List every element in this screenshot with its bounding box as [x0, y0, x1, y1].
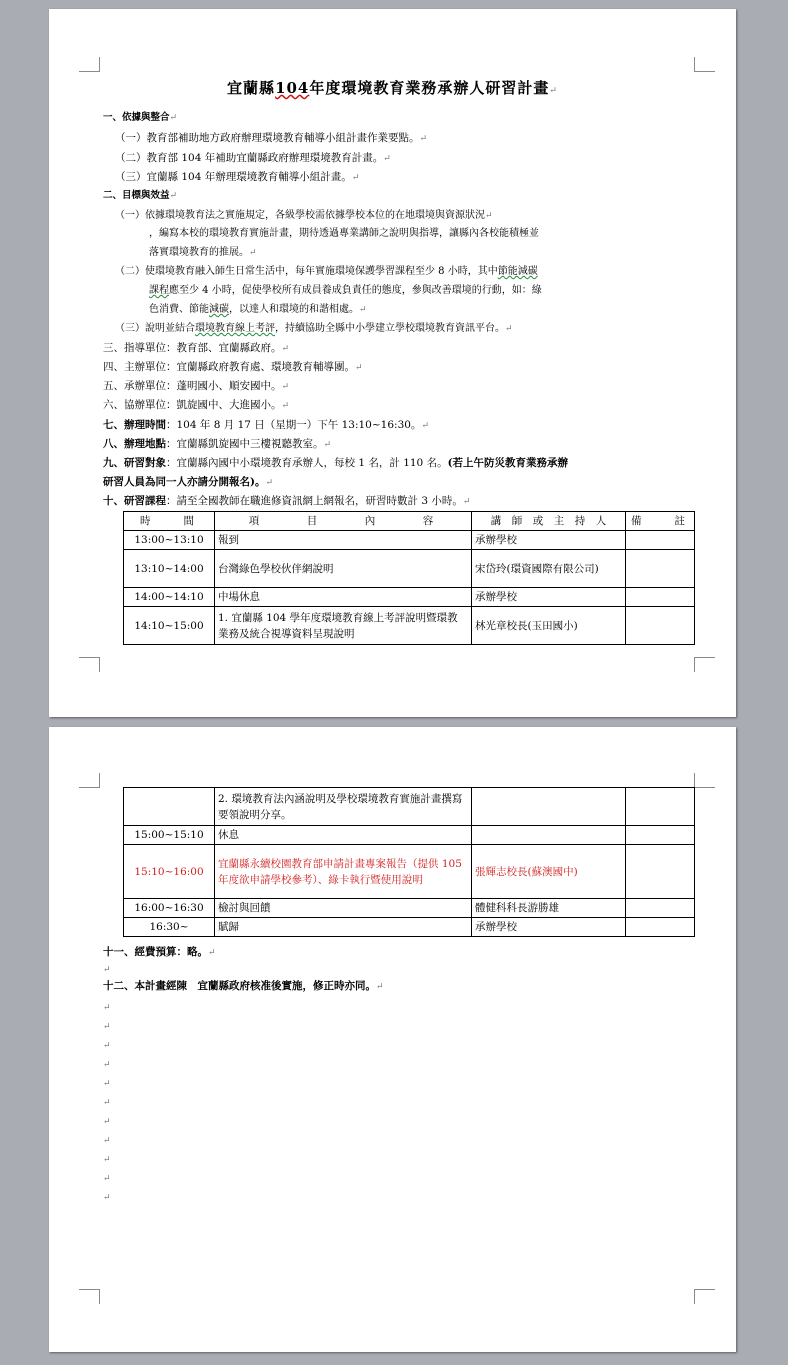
- document-page-2: [49, 727, 736, 1352]
- header-time: 時 間: [124, 512, 215, 531]
- cell-note: [626, 826, 695, 845]
- cell-time: 15:10~16:00: [124, 845, 215, 899]
- section-2-item-1: （一）依據環境教育法之實施規定，各級學校需依據學校本位的在地環境與資源狀況↵: [115, 210, 493, 221]
- table-row: [124, 918, 695, 937]
- paragraph-mark: ↵: [103, 1193, 111, 1203]
- cell-time: 14:10~15:00: [124, 607, 215, 645]
- cell-time: 16:30~: [124, 918, 215, 937]
- section-2-item-1: 落實環境教育的推展。↵: [149, 247, 257, 258]
- cell-time: [124, 788, 215, 826]
- section-2-item-2: （二）使環境教育融入師生日常生活中，每年實施環境保護學習課程至少 8 小時，其中節能減碳: [115, 266, 538, 277]
- crop-mark: [694, 57, 715, 72]
- cell-time: 14:00~14:10: [124, 588, 215, 607]
- crop-mark: [79, 57, 100, 72]
- cell-note: [626, 918, 695, 937]
- section-11-budget: 十一、經費預算：略。↵: [103, 946, 216, 958]
- cell-item: 1. 宜蘭縣 104 學年度環境教育線上考評說明暨環教業務及統合視導資料呈現說明: [215, 607, 472, 645]
- section-1-heading: 一、依據與整合↵: [103, 112, 178, 123]
- cell-host: 體健科科長游勝雄: [472, 899, 626, 918]
- section-1-item: （一）教育部補助地方政府辦理環境教育輔導小組計畫作業要點。↵: [115, 132, 428, 144]
- section-10-course: 十、研習課程：請至全國教師在職進修資訊網上網報名，研習時數計 3 小時。↵: [103, 495, 471, 507]
- cell-time: 13:10~14:00: [124, 550, 215, 588]
- section-1-item: （三）宜蘭縣 104 年辦理環境教育輔導小組計畫。↵: [115, 171, 360, 183]
- table-row: [124, 788, 695, 826]
- paragraph-mark: ↵: [103, 1155, 111, 1165]
- section-9-audience: 九、研習對象：宜蘭縣內國中小環境教育承辦人，每校 1 名，計 110 名。(若上午防災教育業務承辦: [103, 457, 569, 469]
- crop-mark: [79, 1289, 100, 1304]
- cell-host: [472, 788, 626, 826]
- schedule-table: [123, 511, 695, 645]
- cell-item: 報到: [215, 531, 472, 550]
- section-2-heading: 二、目標與效益↵: [103, 190, 178, 201]
- section-2-item-1: ，編寫本校的環境教育實施計畫，期待透過專業講師之說明與指導，讓縣內各校能積極並: [149, 228, 539, 239]
- cell-note: [626, 531, 695, 550]
- paragraph-mark: ↵: [103, 1022, 111, 1032]
- cell-host: 宋岱玲(環資國際有限公司): [472, 550, 626, 588]
- cell-item: 檢討與回饋: [215, 899, 472, 918]
- cell-time: 16:00~16:30: [124, 899, 215, 918]
- section-5: 五、承辦單位：蓬明國小、順安國中。↵: [103, 380, 290, 392]
- cell-note: [626, 607, 695, 645]
- section-2-item-2: 色消費、節能減碳，以達人和環境的和諧相處。↵: [149, 304, 367, 315]
- table-row: [124, 531, 695, 550]
- schedule-table-continued: [123, 787, 695, 937]
- cell-item: 宜蘭縣永續校園教育部申請計畫專案報告（提供 105 年度欲申請學校參考）、綠卡執行暨使用說明: [215, 845, 472, 899]
- crop-mark: [79, 773, 100, 788]
- cell-item: 台灣綠色學校伙伴網說明: [215, 550, 472, 588]
- crop-mark: [694, 657, 715, 672]
- paragraph-mark: ↵: [103, 965, 111, 975]
- paragraph-mark: ↵: [103, 1117, 111, 1127]
- header-host: 講 師 或 主 持 人: [472, 512, 626, 531]
- cell-host: 承辦學校: [472, 918, 626, 937]
- cell-item: 休息: [215, 826, 472, 845]
- section-8-location: 八、辦理地點：宜蘭縣凱旋國中三樓視聽教室。↵: [103, 438, 332, 450]
- crop-mark: [694, 773, 715, 788]
- document-page-1: [49, 9, 736, 717]
- section-2-item-3: （三）說明並結合環境教育線上考評，持續協助全縣中小學建立學校環境教育資訊平台。↵: [115, 323, 513, 334]
- cell-note: [626, 588, 695, 607]
- crop-mark: [79, 657, 100, 672]
- paragraph-mark: ↵: [103, 1098, 111, 1108]
- cell-host: [472, 826, 626, 845]
- table-row: [124, 826, 695, 845]
- header-note: 備 註: [626, 512, 695, 531]
- section-3: 三、指導單位：教育部、宜蘭縣政府。↵: [103, 342, 290, 354]
- cell-item: 賦歸: [215, 918, 472, 937]
- cell-host: 承辦學校: [472, 531, 626, 550]
- cell-host: 承辦學校: [472, 588, 626, 607]
- cell-note: [626, 845, 695, 899]
- section-12-approval: 十二、本計畫經陳 宜蘭縣政府核准後實施，修正時亦同。↵: [103, 980, 384, 992]
- paragraph-mark: ↵: [103, 1041, 111, 1051]
- table-row: [124, 845, 695, 899]
- table-row: [124, 899, 695, 918]
- table-row: [124, 588, 695, 607]
- table-row: [124, 550, 695, 588]
- paragraph-mark: ↵: [103, 1060, 111, 1070]
- section-9-audience: 研習人員為同一人亦請分開報名)。↵: [103, 476, 274, 488]
- cell-item: 中場休息: [215, 588, 472, 607]
- cell-item: 2. 環境教育法內涵說明及學校環境教育實施計畫撰寫要領說明分享。: [215, 788, 472, 826]
- table-header-row: [124, 512, 695, 531]
- header-item: 項 目 內 容: [215, 512, 472, 531]
- cell-host: 林光章校長(玉田國小): [472, 607, 626, 645]
- section-1-item: （二）教育部 104 年補助宜蘭縣政府辦理環境教育計畫。↵: [115, 152, 391, 164]
- cell-note: [626, 899, 695, 918]
- section-6: 六、協辦單位：凱旋國中、大進國小。↵: [103, 399, 290, 411]
- cell-host: 張輝志校長(蘇澳國中): [472, 845, 626, 899]
- table-row: [124, 607, 695, 645]
- section-2-item-2: 課程應至少 4 小時，促使學校所有成員養成負責任的態度，參與改善環境的行動，如：綠: [149, 285, 542, 296]
- document-title: 宜蘭縣104年度環境教育業務承辦人研習計畫↵: [227, 79, 558, 97]
- paragraph-mark: ↵: [103, 1003, 111, 1013]
- section-4: 四、主辦單位：宜蘭縣政府教育處、環境教育輔導團。↵: [103, 361, 363, 373]
- section-7-time: 七、辦理時間：104 年 8 月 17 日（星期一）下午 13:10~16:30。↵: [103, 419, 429, 431]
- cell-time: 15:00~15:10: [124, 826, 215, 845]
- cell-note: [626, 550, 695, 588]
- crop-mark: [694, 1289, 715, 1304]
- paragraph-mark: ↵: [103, 1079, 111, 1089]
- paragraph-mark: ↵: [103, 1136, 111, 1146]
- paragraph-mark: ↵: [103, 1174, 111, 1184]
- cell-time: 13:00~13:10: [124, 531, 215, 550]
- cell-note: [626, 788, 695, 826]
